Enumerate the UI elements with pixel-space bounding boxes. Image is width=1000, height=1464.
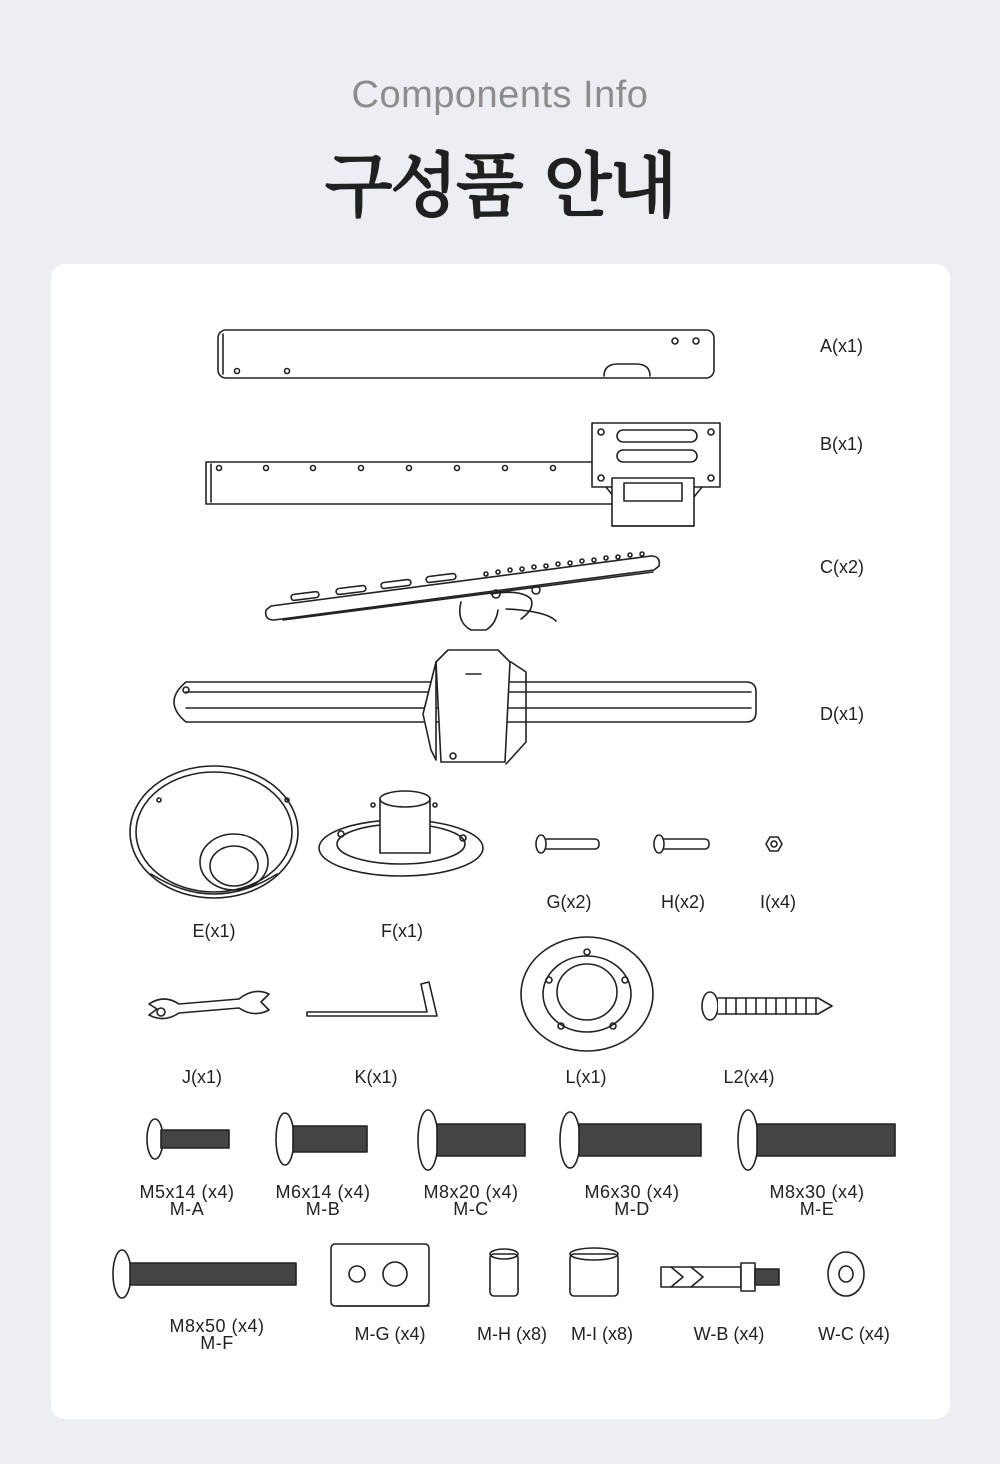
bolt-md-code: M-D <box>614 1199 650 1219</box>
part-h-drawing <box>654 835 709 853</box>
bolt-mf-size: M8x50 (x4) <box>169 1316 265 1336</box>
part-g-drawing <box>536 835 599 853</box>
bolt-me-label <box>769 1184 864 1218</box>
components-card <box>51 264 950 1419</box>
bolt-md-drawing <box>560 1112 701 1168</box>
bolt-md-label <box>584 1184 679 1218</box>
part-l2-drawing <box>702 992 832 1020</box>
part-l-label: L(x1) <box>565 1067 607 1087</box>
page-subtitle: Components Info <box>351 74 649 116</box>
bolt-mf-drawing <box>113 1250 296 1298</box>
part-mh-label: M-H (x8) <box>477 1324 547 1344</box>
part-wb-drawing <box>661 1263 779 1291</box>
part-wb-label: W-B (x4) <box>693 1324 765 1344</box>
part-i-label: I(x4) <box>760 892 796 912</box>
part-h-label: H(x2) <box>661 892 705 912</box>
part-j-label: J(x1) <box>182 1067 222 1087</box>
bolt-mc-drawing <box>418 1110 525 1170</box>
part-k-drawing <box>307 982 437 1016</box>
part-b-drawing <box>206 423 720 526</box>
bolt-ma-code: M-A <box>169 1199 205 1219</box>
bolt-ma-label <box>139 1184 234 1218</box>
part-e-drawing <box>130 766 298 898</box>
bolt-ma-size: M5x14 (x4) <box>139 1182 235 1202</box>
part-g-label: G(x2) <box>546 892 592 912</box>
part-a-drawing <box>218 330 714 378</box>
part-b-label: B(x1) <box>820 434 864 454</box>
bolt-mb-size: M6x14 (x4) <box>275 1182 371 1202</box>
part-f-label: F(x1) <box>381 921 423 941</box>
part-mh-drawing <box>490 1249 518 1296</box>
part-e-label: E(x1) <box>192 921 236 941</box>
part-f-drawing <box>319 791 483 876</box>
part-mg-label: M-G (x4) <box>354 1324 426 1344</box>
part-wc-label: W-C (x4) <box>818 1324 890 1344</box>
bolt-me-code: M-E <box>799 1199 835 1219</box>
part-l2-label: L2(x4) <box>723 1067 775 1087</box>
components-illustration <box>51 264 950 1419</box>
bolt-mf-label <box>169 1318 264 1352</box>
bolt-md-size: M6x30 (x4) <box>584 1182 680 1202</box>
part-l-drawing <box>521 937 653 1051</box>
part-c-drawing <box>266 552 660 630</box>
bolt-mb-drawing <box>276 1113 367 1165</box>
part-i-drawing <box>766 837 782 851</box>
part-mi-label: M-I (x8) <box>571 1324 633 1344</box>
bolt-me-drawing <box>738 1110 895 1170</box>
bolt-mb-label <box>275 1184 370 1218</box>
bolt-mc-code: M-C <box>453 1199 489 1219</box>
bolt-mb-code: M-B <box>305 1199 341 1219</box>
bolt-mc-size: M8x20 (x4) <box>423 1182 519 1202</box>
part-mi-drawing <box>570 1248 618 1296</box>
part-j-drawing <box>149 991 269 1018</box>
bolt-me-size: M8x30 (x4) <box>769 1182 865 1202</box>
part-k-label: K(x1) <box>354 1067 398 1087</box>
part-c-label: C(x2) <box>820 557 864 577</box>
bolt-ma-drawing <box>147 1119 229 1159</box>
part-a-label: A(x1) <box>820 336 864 356</box>
page-title: 구성품 안내 <box>324 145 676 227</box>
part-d-drawing <box>174 650 756 764</box>
bolt-mc-label <box>423 1184 518 1218</box>
part-mg-drawing <box>331 1244 429 1306</box>
part-wc-drawing <box>828 1252 864 1296</box>
bolt-mf-code: M-F <box>200 1333 234 1353</box>
part-d-label: D(x1) <box>820 704 864 724</box>
